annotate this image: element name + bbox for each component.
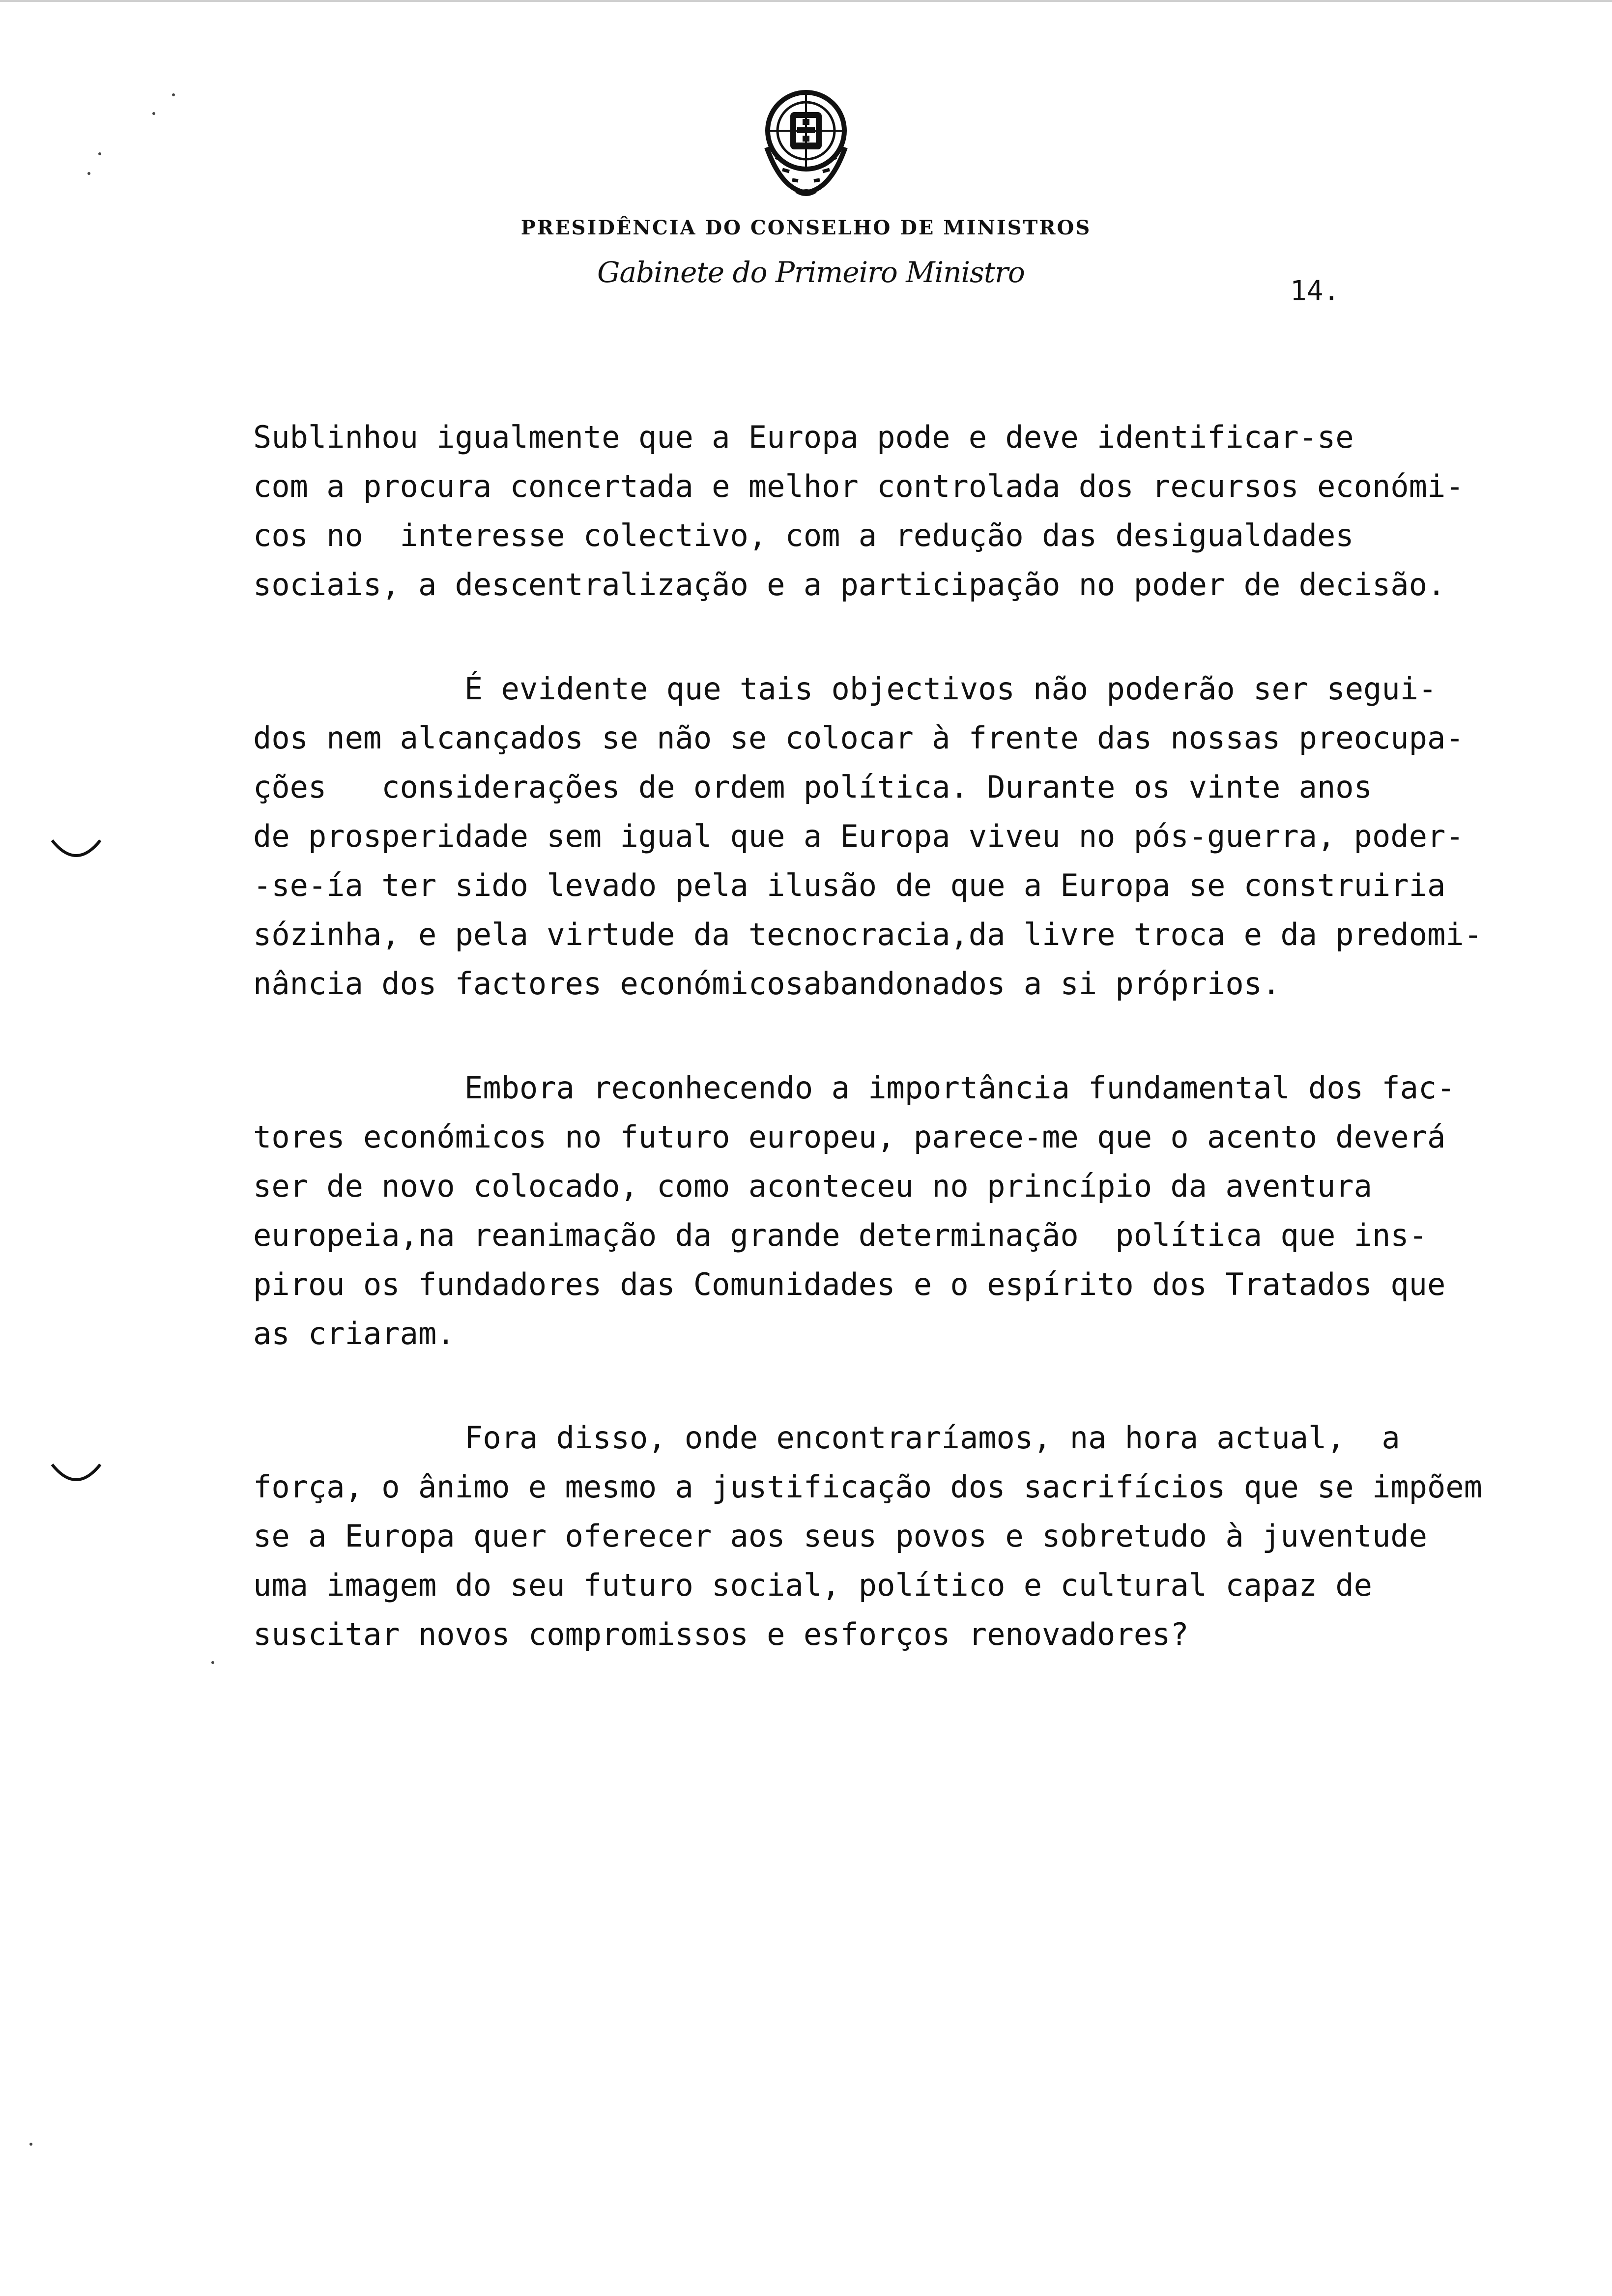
text-line: uma imagem do seu futuro social, político e cultural capaz de <box>253 1567 1372 1603</box>
paragraph <box>253 664 1551 1008</box>
text-line: com a procura concertada e melhor controlada dos recursos económi- <box>253 468 1464 504</box>
text-line: dos nem alcançados se não se colocar à frente das nossas preocupa- <box>253 720 1464 756</box>
page-number: 14. <box>1290 275 1340 307</box>
text-line: ser de novo colocado, como aconteceu no princípio da aventura <box>253 1168 1372 1204</box>
text-line: cos no interesse colectivo, com a redução das desigualdades <box>253 517 1354 553</box>
scan-speck <box>211 1661 214 1664</box>
text-line: Fora disso, onde encontraríamos, na hora actual, a <box>464 1420 1400 1456</box>
paragraph <box>253 1063 1551 1358</box>
text-line: europeia,na reanimação da grande determinação política que ins- <box>253 1217 1427 1253</box>
office-name-heading: PRESIDÊNCIA DO CONSELHO DE MINISTROS <box>520 216 1092 239</box>
text-line: pirou os fundadores das Comunidades e o espírito dos Tratados que <box>253 1266 1446 1302</box>
text-line: força, o ânimo e mesmo a justificação dos sacrifícios que se impõem <box>253 1469 1482 1505</box>
text-line: suscitar novos compromissos e esforços renovadores? <box>253 1616 1189 1652</box>
text-line: nância dos factores económicosabandonados a si próprios. <box>253 966 1281 1002</box>
scan-speck <box>152 112 155 115</box>
paragraph <box>253 413 1551 609</box>
text-line: sózinha, e pela virtude da tecnocracia,da livre troca e da predomi- <box>253 917 1482 952</box>
text-line: se a Europa quer oferecer aos seus povos e sobretudo à juventude <box>253 1518 1427 1554</box>
text-line: de prosperidade sem igual que a Europa viveu no pós-guerra, poder- <box>253 818 1464 854</box>
text-line: as criaram. <box>253 1316 455 1351</box>
scan-speck <box>29 2143 32 2146</box>
text-line: Embora reconhecendo a importância fundamental dos fac- <box>464 1070 1455 1106</box>
text-line: ções considerações de ordem política. Durante os vinte anos <box>253 769 1372 805</box>
coat-of-arms-seal <box>737 84 875 201</box>
paragraph <box>253 1413 1551 1659</box>
margin-tick-mark <box>49 835 103 865</box>
scan-speck <box>87 172 90 175</box>
text-line: Sublinhou igualmente que a Europa pode e deve identificar-se <box>253 419 1354 455</box>
scan-speck <box>172 93 175 96</box>
scan-edge-line <box>0 0 1612 2</box>
text-line: tores económicos no futuro europeu, parece-me que o acento deverá <box>253 1119 1446 1155</box>
text-line: -se-ía ter sido levado pela ilusão de que a Europa se construiria <box>253 867 1446 903</box>
text-line: É evidente que tais objectivos não poderão ser segui- <box>464 671 1437 707</box>
text-line: sociais, a descentralização e a participação no poder de decisão. <box>253 567 1446 603</box>
cabinet-signature: Gabinete do Primeiro Ministro <box>597 256 1025 289</box>
scan-speck <box>98 152 101 155</box>
margin-tick-mark <box>49 1460 103 1489</box>
body-text <box>253 413 1551 1714</box>
